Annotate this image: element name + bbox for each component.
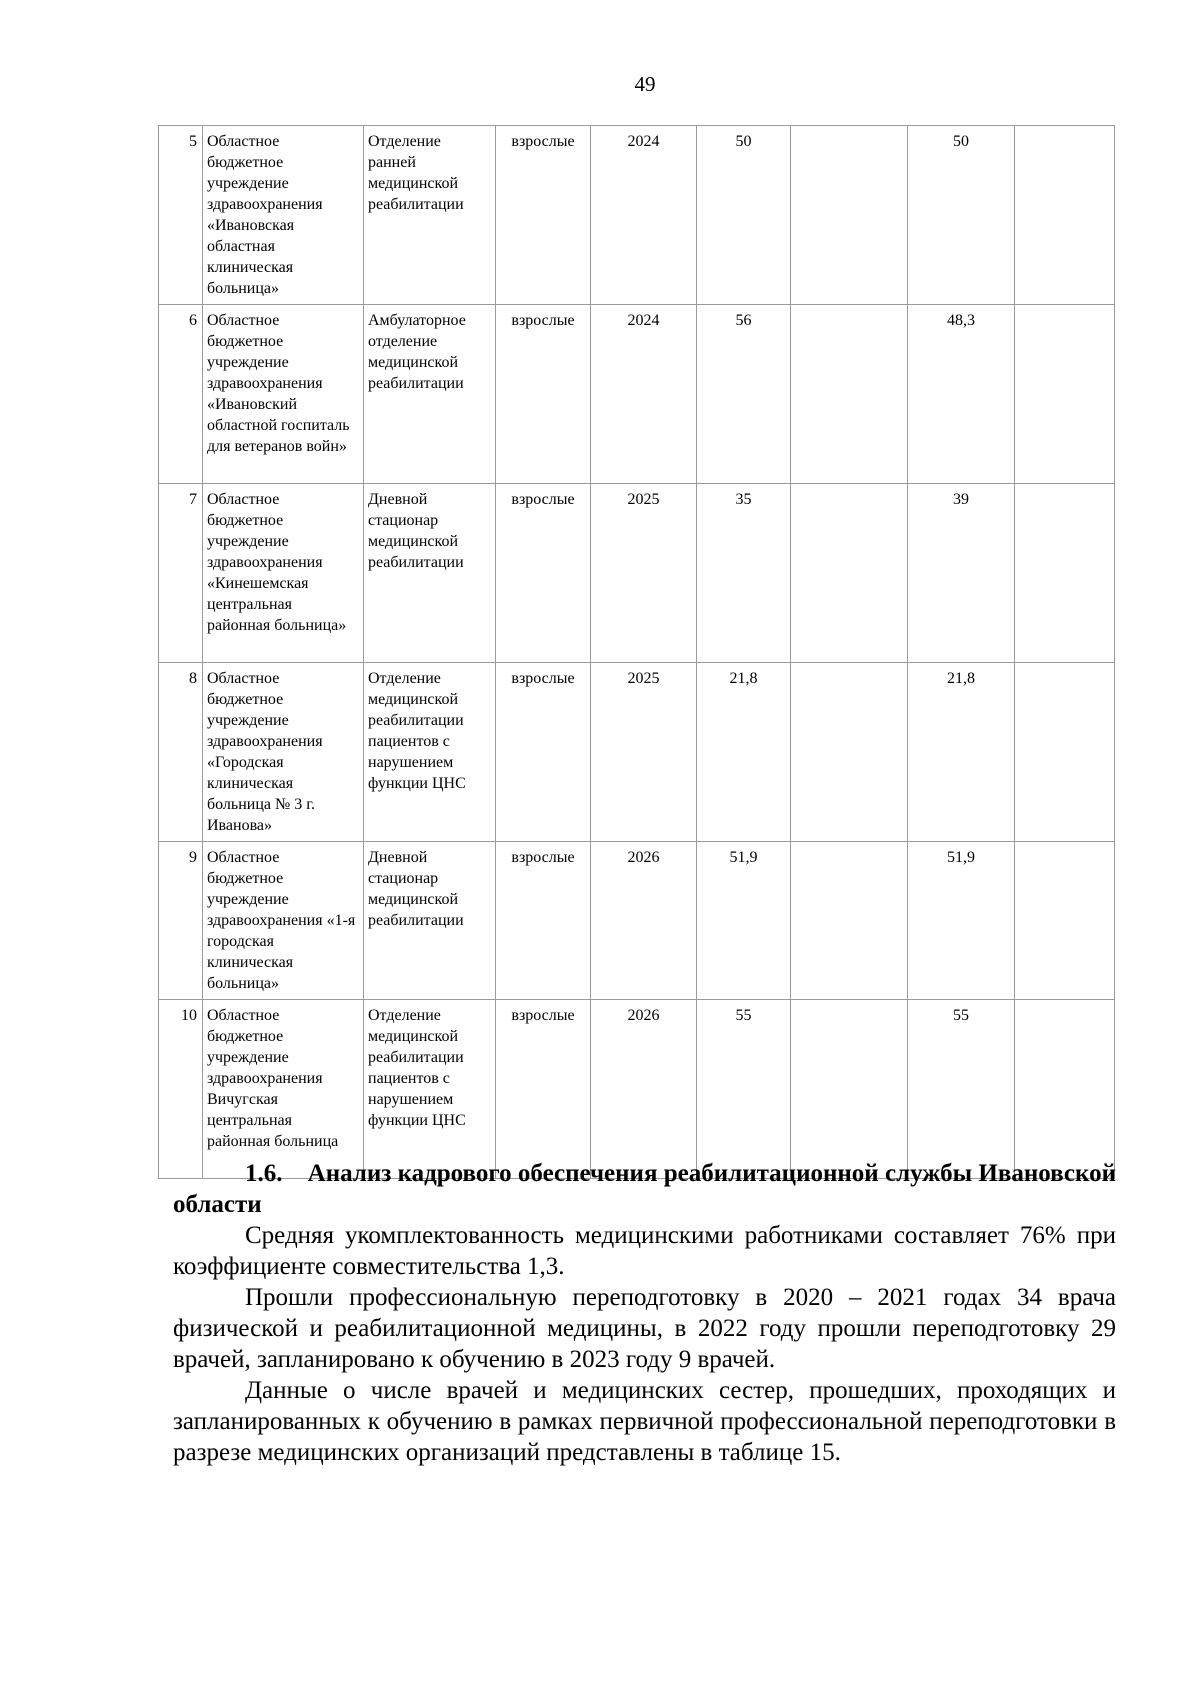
organization-cell: Областное бюджетное учреждение здравоохранения «Ивановский областной госпиталь для ветеранов войн» (203, 305, 364, 484)
value-cell: 35 (697, 484, 791, 663)
value-cell (791, 842, 908, 1000)
paragraph-retraining: Прошли профессиональную переподготовку в 2020 – 2021 годах 34 врача физической и реабилитационной медицины, в 2022 году прошли переподготовку 29 врачей, запланировано к обучению в 2023 году 9 врачей. (173, 1284, 1116, 1373)
value-cell: 55 (697, 1000, 791, 1179)
value-cell (1015, 126, 1115, 305)
table-row (159, 305, 1115, 484)
year-cell: 2025 (591, 663, 697, 842)
organization-cell: Областное бюджетное учреждение здравоохранения «Городская клиническая больница № 3 г. Иванова» (203, 663, 364, 842)
department-cell: Отделение медицинской реабилитации пациентов с нарушением функции ЦНС (364, 663, 496, 842)
row-number-cell: 7 (159, 484, 203, 663)
table-row (159, 842, 1115, 1000)
organization-cell: Областное бюджетное учреждение здравоохранения «1-я городская клиническая больница» (203, 842, 364, 1000)
section-number: 1.6. (245, 1160, 283, 1187)
year-cell: 2025 (591, 484, 697, 663)
paragraph-staffing-level: Средняя укомплектованность медицинскими работниками составляет 76% при коэффициенте совместительства 1,3. (173, 1222, 1116, 1280)
organization-cell: Областное бюджетное учреждение здравоохранения Вичугская центральная районная больница (203, 1000, 364, 1179)
value-cell: 21,8 (908, 663, 1015, 842)
rehabilitation-units-table (158, 125, 1115, 1179)
patient-group-cell: взрослые (496, 842, 591, 1000)
organization-cell: Областное бюджетное учреждение здравоохранения «Ивановская областная клиническая больница» (203, 126, 364, 305)
value-cell: 50 (697, 126, 791, 305)
table-row (159, 1000, 1115, 1179)
patient-group-cell: взрослые (496, 663, 591, 842)
patient-group-cell: взрослые (496, 484, 591, 663)
table-row (159, 663, 1115, 842)
value-cell: 39 (908, 484, 1015, 663)
value-cell: 51,9 (697, 842, 791, 1000)
page-number: 49 (634, 72, 656, 96)
staffing-analysis-section (173, 1158, 1116, 1468)
department-cell: Дневной стационар медицинской реабилитации (364, 842, 496, 1000)
row-number-cell: 8 (159, 663, 203, 842)
department-cell: Отделение ранней медицинской реабилитации (364, 126, 496, 305)
value-cell (1015, 842, 1115, 1000)
department-cell: Отделение медицинской реабилитации пациентов с нарушением функции ЦНС (364, 1000, 496, 1179)
value-cell: 56 (697, 305, 791, 484)
table-row (159, 484, 1115, 663)
year-cell: 2024 (591, 126, 697, 305)
value-cell: 21,8 (697, 663, 791, 842)
row-number-cell: 5 (159, 126, 203, 305)
table-row (159, 126, 1115, 305)
patient-group-cell: взрослые (496, 305, 591, 484)
patient-group-cell: взрослые (496, 126, 591, 305)
year-cell: 2026 (591, 1000, 697, 1179)
department-cell: Дневной стационар медицинской реабилитации (364, 484, 496, 663)
patient-group-cell: взрослые (496, 1000, 591, 1179)
value-cell (1015, 484, 1115, 663)
value-cell (1015, 1000, 1115, 1179)
value-cell (791, 663, 908, 842)
value-cell (1015, 663, 1115, 842)
value-cell (791, 1000, 908, 1179)
value-cell: 48,3 (908, 305, 1015, 484)
value-cell: 55 (908, 1000, 1015, 1179)
row-number-cell: 6 (159, 305, 203, 484)
year-cell: 2026 (591, 842, 697, 1000)
value-cell (1015, 305, 1115, 484)
organization-cell: Областное бюджетное учреждение здравоохранения «Кинешемская центральная районная больница» (203, 484, 364, 663)
department-cell: Амбулаторное отделение медицинской реабилитации (364, 305, 496, 484)
value-cell (791, 126, 908, 305)
year-cell: 2024 (591, 305, 697, 484)
value-cell: 50 (908, 126, 1015, 305)
value-cell (791, 305, 908, 484)
value-cell: 51,9 (908, 842, 1015, 1000)
value-cell (791, 484, 908, 663)
row-number-cell: 10 (159, 1000, 203, 1179)
section-heading (173, 1158, 1116, 1220)
row-number-cell: 9 (159, 842, 203, 1000)
section-title: Анализ кадрового обеспечения реабилитационной службы Ивановской области (173, 1160, 1117, 1218)
paragraph-table-reference: Данные о числе врачей и медицинских сестер, прошедших, проходящих и запланированных к обучению в рамках первичной профессиональной переподготовки в разрезе медицинских организаций представлены в таблице 15. (173, 1377, 1116, 1466)
